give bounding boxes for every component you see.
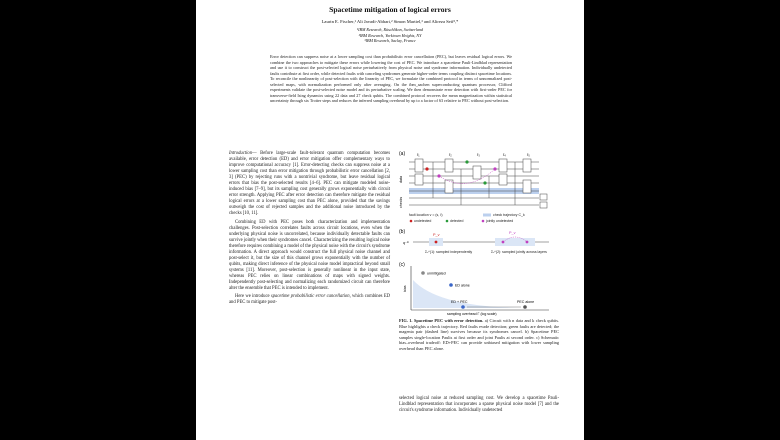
caption-title: Spacetime PEC with error detection. — [413, 318, 484, 323]
panel-c-region — [413, 280, 529, 308]
legend-detected: detected — [450, 219, 464, 223]
intro-paragraph — [229, 151, 390, 218]
panel-b-caption-left: Σᵥ^(1): sampled independently — [425, 250, 473, 254]
panel-c-ed-dot — [449, 283, 453, 287]
caption-label: FIG. 1. — [399, 318, 413, 323]
checks-axis-label: checks — [399, 196, 403, 208]
paragraph-2: Combining ED with PEC poses both characterization and implementation challenges. Post-selection correlates faults across circuit locations, even when the underlying physical noise is uncorrelated, because individually detectable faults can survive jointly when their syndromes cancel. Characterizing the resulting logical noise therefore requires combining a model of the physical noise with the circuit's syndrome information. A direct approach would construct the full physical noise channel and post-select it, but the size of this channel grows exponentially with the number of qubits, making direct inference of the physical noise model impractical beyond small systems [11]. Moreover, post-selection is generally nonlinear in the input state, whereas PEC relies on linear combinations of maps with signed weights. Independently post-selecting and normalizing each randomized circuit can therefore alter the ensemble that PEC is intended to implement. — [229, 219, 390, 292]
panel-c-ed-pec: ED + PEC — [451, 300, 468, 304]
legend-undetected-dot — [410, 220, 413, 223]
panel-c-pec-alone: PEC alone — [517, 300, 535, 304]
panel-c-pec-dot — [523, 305, 527, 309]
panel-c-label: (c) — [399, 262, 405, 268]
fault-detected-1 — [465, 160, 468, 163]
data-axis-label: data — [399, 176, 403, 183]
p3-end: , which combines ED and PEC to mitigate post- — [229, 294, 390, 306]
qubit-label-4: ℓ₄ — [503, 152, 506, 157]
qubit-label-2: ℓ₂ — [449, 152, 452, 157]
p3-italic: spacetime probabilistic error cancellation — [270, 294, 350, 300]
panel-a-label: (a) — [399, 151, 406, 157]
panel-c-unmitigated-dot — [421, 271, 425, 275]
panel-b-pauli-2: P_v — [509, 231, 516, 235]
legend-fault-location: fault location v = (s, ℓ) — [409, 213, 443, 217]
intro-heading: Introduction — [229, 151, 253, 156]
qubit-label-1: ℓ₁ — [417, 152, 420, 157]
panel-b-pauli-1: P_v — [433, 233, 440, 237]
panel-b-axis: q⁻¹ᵗ — [403, 241, 409, 245]
figure-caption — [399, 318, 559, 352]
panel-c-ed-alone: ED alone — [455, 283, 470, 288]
legend-jointly-undetected: jointly undetected — [486, 219, 514, 223]
paper-title: Spacetime mitigation of logical errors — [329, 5, 451, 14]
affiliation-1: ¹IBM Research, Rüschlikon, Switzerland — [356, 27, 424, 32]
affiliation-3: ³IBM Research, Saclay, France — [364, 38, 416, 43]
figure-1 — [399, 150, 559, 316]
intro-text: — Before large-scale fault-tolerant quantum computation becomes available, error detection (ED) and error mitigation offer complementary ways to improve computational accuracy [1]. Error-detecting checks can suppress noise at a lower sampling cost than error mitigation through probabilistic error cancellation [2, 3] (PEC) by rejecting runs with a nontrivial syndrome, but leave residual logical errors that bias the post-selected results [4–6]. PEC can mitigate modeled noise-induced bias [7–9], but its sampling cost generally grows exponentially with circuit error strength. Applying PEC after error detection can therefore mitigate the residual logical errors at a lower sampling cost than PEC alone, provided that the savings outweigh the cost of rejected samples and the additional noise introduced by the checks [10, 11]. — [229, 151, 390, 217]
fault-detected-2 — [483, 181, 486, 184]
qubit-label-5: ℓ₅ — [527, 152, 530, 157]
abstract: Error detection can suppress noise at a lower sampling cost than probabilistic error cancellation (PEC), but leaves residual logical errors. We combine the two approaches to mitigate these errors while lowering the cost of PEC. We introduce a spacetime Pauli-Lindblad representation and use it to construct the post-selected logical noise perturbatively from physical noise and syndrome information. Individually undetected faults contribute at first order, while detected faults with canceling syndromes generate higher-order terms coupling distinct spacetime locations. To reconcile the nonlinearity of post-selection with the linearity of PEC, we formulate the combined protocol in terms of unnormalized post-selected maps, with normalization performed only after averaging. On the ibm_aachen superconducting quantum processor, Clifford experiments validate the post-selected noise model and its perturbative scaling. We then demonstrate error detection with first-order PEC for transverse-field Ising dynamics using 22 data and 27 check qubits. The combined protocol recovers the mean magnetization within statistical uncertainty through six Trotter steps and reduces the inferred sampling overhead by up to a factor of 63 relative to PEC without post-selection. — [270, 54, 512, 103]
right-column-text: selected logical noise at reduced sampling cost. We develop a spacetime Pauli-Lindblad representation that incorporates a sparse physical noise model [7] and the circuit's syndrome information. Individually undetected — [399, 396, 559, 414]
legend-joint-dot — [482, 220, 485, 223]
affiliation-2: ²IBM Research, Yorktown Heights, NY — [358, 32, 422, 38]
fault-undetected — [425, 167, 428, 170]
paper-page — [196, 0, 584, 440]
left-column — [229, 151, 390, 308]
legend-check-trajectory: check trajectory C_k — [493, 213, 525, 217]
panel-b-caption-right: Σᵥ^(2): sampled jointly across layers — [491, 250, 547, 254]
panel-c-edpec-dot — [461, 305, 465, 309]
legend-detected-dot — [446, 220, 449, 223]
panel-b-dot-1 — [435, 241, 438, 244]
measure-box-1 — [540, 194, 547, 200]
panel-b-box-2 — [495, 238, 535, 246]
panel-c-xlabel: sampling overhead Γ (log scale) — [447, 312, 497, 316]
qubit-label-3: ℓ₃ — [477, 152, 480, 157]
caption-text: a) Circuit with n data and k check qubits. Blue highlights a check trajectory. Red faults evade detection; green faults are detected; the magenta pair (dashed line) survives because its syndromes cancel. b) Spacetime PEC samples single-location Paulis at first order and joint Paulis at second order. c) Schematic bias–overhead tradeoff: ED+PEC can provide unbiased mitigation with lower sampling overhead than PEC alone. — [399, 318, 560, 351]
legend-undetected: undetected — [414, 219, 432, 223]
p3-start: Here we introduce — [235, 294, 271, 300]
panel-b-label: (b) — [399, 229, 406, 235]
legend-check-swatch — [483, 214, 491, 217]
panel-c-unmitigated: unmitigated — [427, 271, 446, 276]
measure-box-2 — [540, 202, 547, 208]
author-list: Laurin E. Fischer,¹ Ali Javadi-Abhari,² Simon Martiel,³ and Alireza Seif²,* — [321, 19, 459, 24]
paragraph-3 — [229, 294, 390, 306]
panel-c-ylabel: bias — [403, 285, 407, 292]
